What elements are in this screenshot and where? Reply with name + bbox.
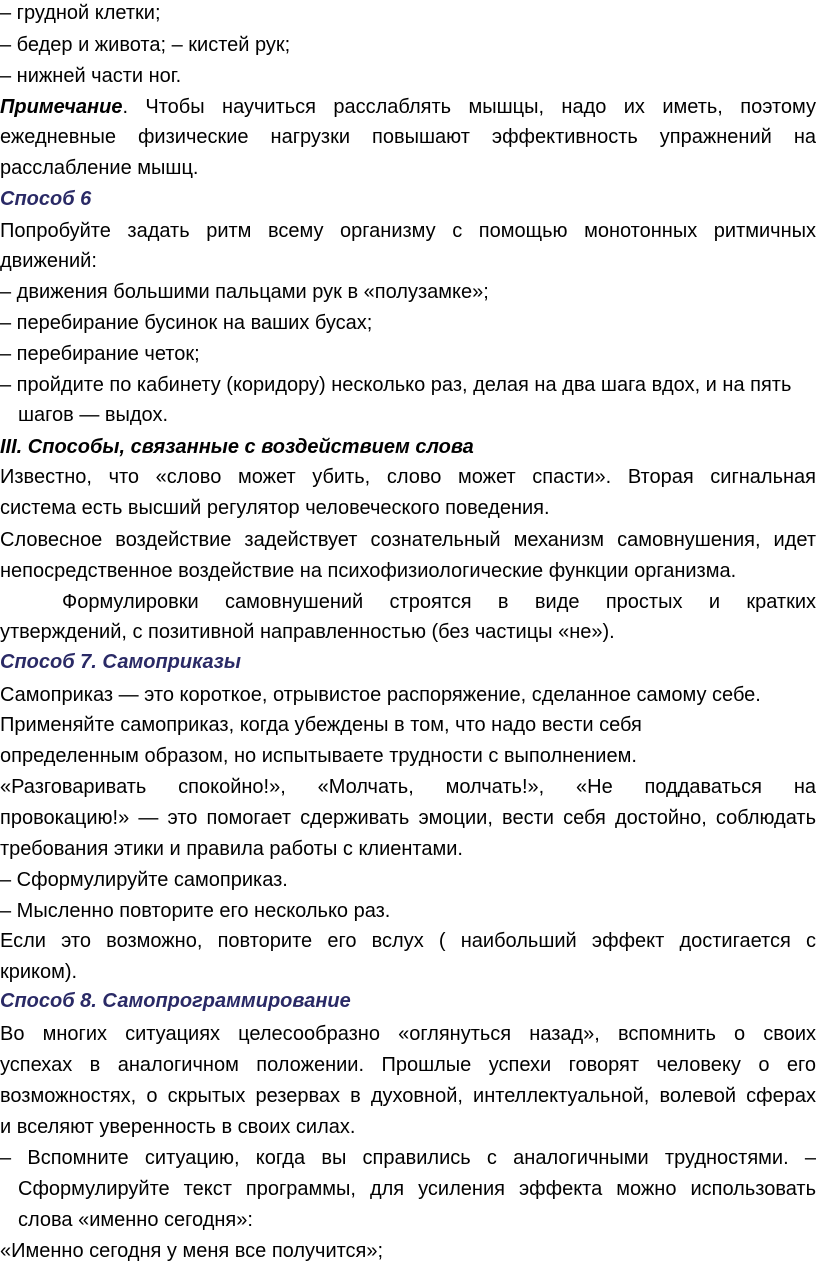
list-item: – Сформулируйте самоприказ. xyxy=(0,869,288,891)
list-item-continuation: Сформулируйте текст программы, для усиления эффекта можно использовать xyxy=(18,1178,816,1200)
text-line: требования этики и правила работы с клиентами. xyxy=(0,838,463,860)
text-line: возможностях, о скрытых резервах в духовной, интеллектуальной, волевой сферах xyxy=(0,1085,816,1107)
text-line: Самоприказ — это короткое, отрывистое распоряжение, сделанное самому себе. xyxy=(0,684,761,706)
note-paragraph-line xyxy=(0,92,816,122)
text-line: провокацию!» — это помогает сдерживать эмоции, вести себя достойно, соблюдать xyxy=(0,807,816,829)
list-item: – перебирание четок; xyxy=(0,343,200,365)
list-item: – Мысленно повторите его несколько раз. xyxy=(0,900,391,922)
text-line: – нижней части ног. xyxy=(0,65,182,87)
text-line: расслабление мышц. xyxy=(0,157,199,179)
text-line: и вселяют уверенность в своих силах. xyxy=(0,1116,356,1138)
list-item-continuation: слова «именно сегодня»: xyxy=(18,1209,253,1231)
text-line: система есть высший регулятор человеческого поведения. xyxy=(0,497,550,519)
text-line: Известно, что «слово может убить, слово может спасти». Вторая сигнальная xyxy=(0,466,816,488)
text-line: Попробуйте задать ритм всему организму с помощью монотонных ритмичных xyxy=(0,220,816,242)
text-line: – бедер и живота; – кистей рук; xyxy=(0,34,291,56)
section-heading: Способ 6 xyxy=(0,188,92,210)
list-item: – пройдите по кабинету (коридору) несколько раз, делая на два шага вдох, и на пять xyxy=(0,374,792,396)
text-line: Во многих ситуациях целесообразно «оглянуться назад», вспомнить о своих xyxy=(0,1023,816,1045)
chapter-heading: III. Способы, связанные с воздействием слова xyxy=(0,436,474,458)
section-heading: Способ 8. Самопрограммирование xyxy=(0,990,351,1012)
section-heading: Способ 7. Самоприказы xyxy=(0,651,241,673)
list-item: – перебирание бусинок на ваших бусах; xyxy=(0,312,373,334)
list-item: – движения большими пальцами рук в «полузамке»; xyxy=(0,281,489,303)
text-line: Если это возможно, повторите его вслух ( наибольший эффект достигается с xyxy=(0,930,816,952)
list-item: – Вспомните ситуацию, когда вы справились с аналогичными трудностями. – xyxy=(0,1147,816,1169)
text-line: «Разговаривать спокойно!», «Молчать, молчать!», «Не поддаваться на xyxy=(0,776,816,798)
text-line: определенным образом, но испытываете трудности с выполнением. xyxy=(0,745,637,767)
note-label: Примечание xyxy=(0,96,123,118)
text-line: Применяйте самоприказ, когда убеждены в том, что надо вести себя xyxy=(0,714,642,736)
text-line: Формулировки самовнушений строятся в виде простых и кратких xyxy=(62,591,816,613)
list-item-continuation: шагов — выдох. xyxy=(18,404,169,426)
text-line: «Именно сегодня у меня все получится»; xyxy=(0,1240,384,1262)
text-line: криком). xyxy=(0,961,78,983)
text-line: – грудной клетки; xyxy=(0,2,161,24)
text-line: утверждений, с позитивной направленностью (без частицы «не»). xyxy=(0,621,615,643)
text-line: Словесное воздействие задействует сознательный механизм самовнушения, идет xyxy=(0,529,816,551)
text-line: ежедневные физические нагрузки повышают эффективность упражнений на xyxy=(0,126,816,148)
text-line: движений: xyxy=(0,250,97,272)
text-span: . Чтобы научиться расслаблять мышцы, надо их иметь, поэтому xyxy=(122,96,816,118)
text-line: непосредственное воздействие на психофизиологические функции организма. xyxy=(0,560,737,582)
text-line: успехах в аналогичном положении. Прошлые успехи говорят человеку о его xyxy=(0,1054,816,1076)
